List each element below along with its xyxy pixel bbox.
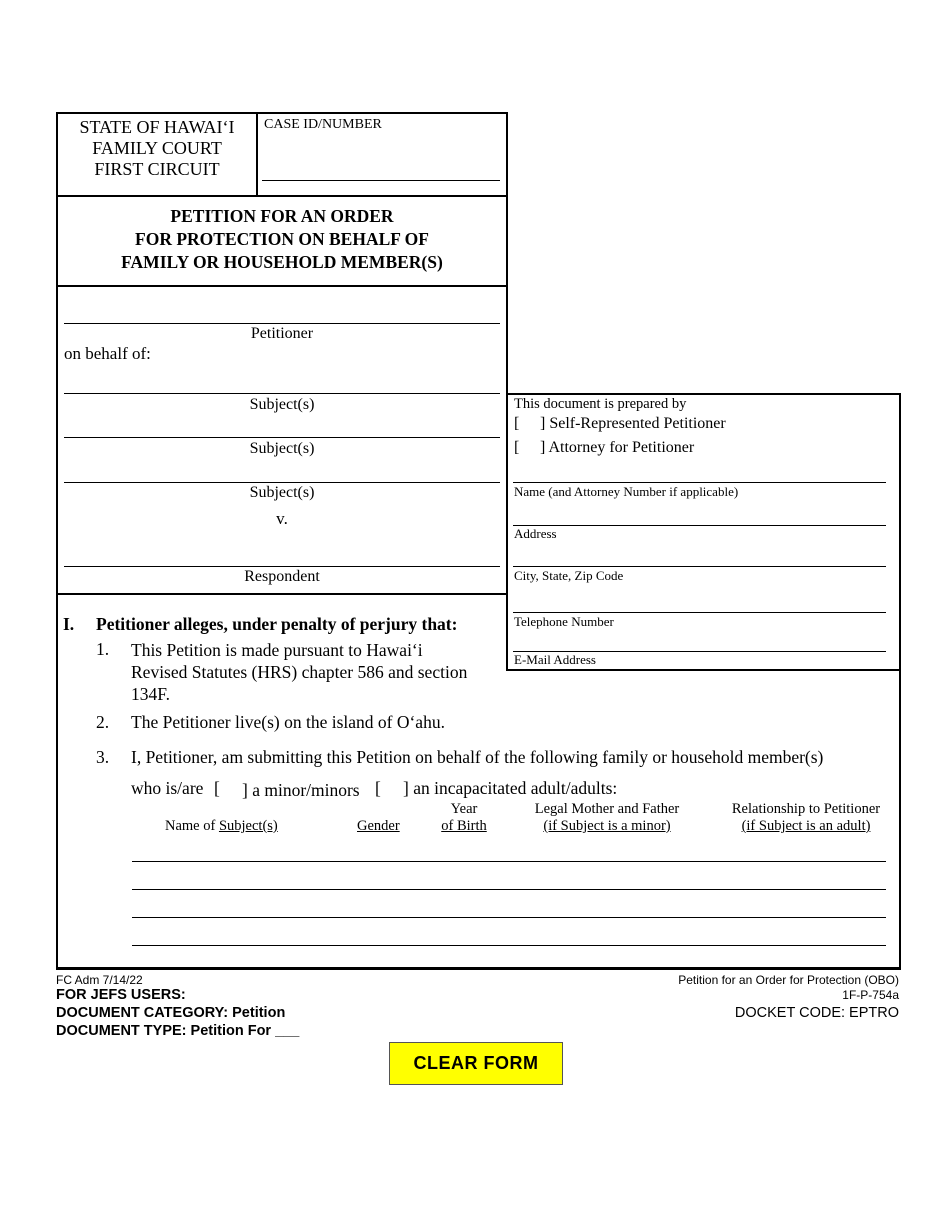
clear-form-button[interactable]: CLEAR FORM: [389, 1042, 563, 1085]
col-parents-header: Legal Mother and Father (if Subject is a minor): [534, 801, 680, 834]
col-name-header: Name of Subject(s): [165, 818, 278, 834]
form-number: 1F-P-754a: [842, 988, 899, 1002]
preparer-option-attorney[interactable]: [ ] Attorney for Petitioner: [514, 439, 695, 456]
minor-checkbox[interactable]: [: [214, 778, 220, 798]
subject-row-3[interactable]: [132, 917, 886, 918]
respondent-input[interactable]: [64, 566, 500, 567]
section-1-number: I.: [63, 614, 75, 634]
city-state-zip-input[interactable]: [513, 566, 886, 567]
city-state-zip-label: City, State, Zip Code: [514, 568, 624, 583]
telephone-label: Telephone Number: [514, 614, 614, 629]
item-1-text: This Petition is made pursuant to Hawai‘i Revised Statutes (HRS) chapter 586 and section 134F.: [131, 640, 468, 704]
subject-row-1[interactable]: [132, 861, 886, 862]
subject-label-1: Subject(s): [249, 396, 315, 413]
body-box-bottom-border: [56, 967, 901, 970]
col-gender-header: Gender: [357, 818, 400, 834]
who-is-are-label: who is/are: [131, 778, 204, 798]
col-year-header: Year of Birth: [441, 801, 487, 834]
document-type: DOCUMENT TYPE: Petition For ___: [56, 1023, 300, 1039]
document-category: DOCUMENT CATEGORY: Petition: [56, 1005, 286, 1021]
telephone-input[interactable]: [513, 612, 886, 613]
subject-input-3[interactable]: [64, 482, 500, 483]
case-id-input[interactable]: [262, 180, 500, 181]
item-3-text: I, Petitioner, am submitting this Petition on behalf of the following family or household member(s): [131, 747, 824, 767]
form-id: FC Adm 7/14/22: [56, 973, 143, 987]
name-label: Name (and Attorney Number if applicable): [514, 484, 739, 499]
subject-input-2[interactable]: [64, 437, 500, 438]
body-box-left-border: [56, 594, 58, 970]
jefs-users-label: FOR JEFS USERS:: [56, 987, 186, 1003]
item-2-text: The Petitioner live(s) on the island of O‘ahu.: [131, 712, 445, 732]
versus-label: v.: [276, 509, 288, 528]
court-name: STATE OF HAWAI‘I FAMILY COURT FIRST CIRCUIT: [79, 117, 235, 179]
section-1-heading: Petitioner alleges, under penalty of perjury that:: [96, 614, 458, 634]
subject-row-2[interactable]: [132, 889, 886, 890]
col-relationship-header: Relationship to Petitioner (if Subject is an adult): [731, 801, 881, 834]
minor-label: ] a minor/minors: [242, 780, 360, 800]
name-input[interactable]: [513, 482, 886, 483]
incapacitated-checkbox[interactable]: [: [375, 778, 381, 798]
on-behalf-of-label: on behalf of:: [64, 344, 151, 363]
case-id-label: CASE ID/NUMBER: [264, 117, 382, 132]
item-1-number: 1.: [96, 639, 110, 659]
subject-label-3: Subject(s): [249, 484, 315, 501]
preparer-option-self[interactable]: [ ] Self-Represented Petitioner: [514, 415, 726, 432]
respondent-label: Respondent: [244, 568, 320, 585]
attorney-checkbox[interactable]: [: [514, 439, 520, 456]
email-label: E-Mail Address: [514, 652, 596, 667]
subject-input-1[interactable]: [64, 393, 500, 394]
preparer-heading: This document is prepared by: [514, 396, 687, 412]
incapacitated-label: ] an incapacitated adult/adults:: [403, 778, 618, 798]
subject-row-4[interactable]: [132, 945, 886, 946]
item-3-number: 3.: [96, 747, 110, 767]
form-title-footer: Petition for an Order for Protection (OBO): [678, 973, 899, 987]
item-2-number: 2.: [96, 712, 110, 732]
address-label: Address: [514, 526, 557, 541]
docket-code: DOCKET CODE: EPTRO: [734, 1005, 899, 1021]
subject-label-2: Subject(s): [249, 440, 315, 457]
petitioner-input[interactable]: [64, 323, 500, 324]
petitioner-label: Petitioner: [250, 325, 314, 342]
self-represented-checkbox[interactable]: [: [514, 415, 520, 432]
address-input[interactable]: [513, 525, 886, 526]
petition-title: PETITION FOR AN ORDER FOR PROTECTION ON BEHALF OF FAMILY OR HOUSEHOLD MEMBER(S): [121, 206, 443, 272]
body-box-right-border: [899, 669, 901, 970]
